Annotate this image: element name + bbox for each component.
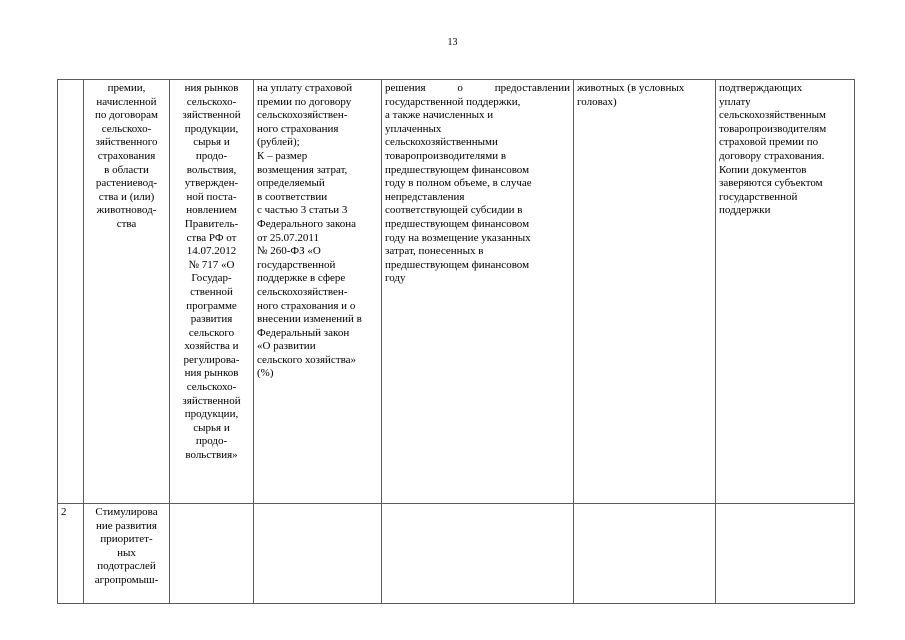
text-line: уплаченных	[385, 122, 442, 135]
text-line: товаропроизводителям	[719, 122, 827, 135]
text-line: сырья и	[193, 136, 230, 149]
text-line: предшествующем финансовом	[385, 258, 530, 271]
text-line: от 25.07.2011	[257, 231, 320, 244]
text-line: ние развития	[96, 519, 157, 532]
text-line: К – размер	[257, 149, 308, 162]
text-line: Федерального закона	[257, 217, 357, 230]
text-line: зяйственной	[182, 109, 241, 122]
cell-lines	[173, 82, 250, 463]
formula-cell	[254, 504, 382, 604]
text-line: продо-	[195, 435, 228, 448]
text-line: сельскохозяйствен-	[257, 109, 348, 122]
text-line: соответствующей субсидии в	[385, 204, 523, 217]
text-line: ния рынков	[184, 82, 239, 94]
text-line: начисленной	[96, 95, 157, 108]
text-line: продо-	[195, 149, 228, 162]
row-number-cell: 2	[58, 504, 84, 604]
text-line: растениевод-	[95, 177, 158, 190]
text-line: в соответствии	[257, 190, 328, 203]
text-line: ства	[116, 217, 137, 230]
page-number: 13	[447, 37, 458, 48]
text-line: премии,	[107, 82, 146, 94]
text-line: поддержке в сфере	[257, 272, 346, 285]
text-line: новлением	[186, 204, 237, 217]
text-line: а также начисленных и	[385, 109, 494, 122]
text-line: развития	[190, 313, 233, 326]
text-line: страховой премии по	[719, 136, 819, 149]
text-line: государственной поддержки,	[385, 95, 521, 108]
text-line: ственной	[190, 285, 233, 298]
measure-name-cell	[84, 504, 170, 604]
text-line: году на возмещение указанных	[385, 231, 531, 244]
text-line: хозяйства и	[184, 340, 239, 353]
text-line: Государ-	[191, 272, 232, 285]
text-line: (рублей);	[257, 136, 300, 149]
text-line: зяйственного	[95, 136, 158, 149]
text-line: приоритет-	[100, 533, 153, 546]
table-row	[58, 80, 855, 504]
text-line: государственной	[719, 190, 798, 203]
text-line: договору страхования.	[719, 149, 825, 162]
document-table	[57, 79, 855, 604]
text-line: головах)	[577, 95, 617, 108]
text-line: программе	[186, 299, 237, 312]
text-line: 14.07.2012	[186, 245, 237, 258]
text-line: вольствия»	[185, 449, 238, 462]
text-line: сельскохозяйственными	[385, 136, 498, 149]
text-line: непредставления	[385, 190, 465, 203]
text-line: ния рынков	[184, 367, 239, 380]
text-line: сельского хозяйства»	[257, 353, 357, 366]
cell-lines	[385, 96, 570, 286]
table-row	[58, 504, 855, 604]
indicator-cell	[574, 504, 716, 604]
text-line: животных (в условных	[577, 82, 685, 94]
text-line: зяйственной	[182, 394, 241, 407]
text-line: (%)	[257, 367, 274, 380]
text-line: ства и (или)	[98, 190, 155, 203]
text-line: внесении изменений в	[257, 313, 362, 326]
cell-lines	[577, 82, 712, 109]
text-line: утвержден-	[184, 177, 239, 190]
text-line: возмещения затрат,	[257, 163, 348, 176]
text-line: сельскохо-	[101, 122, 152, 135]
text-line: премии по договору	[257, 95, 352, 108]
text-line: № 717 «О	[188, 258, 235, 271]
conditions-cell	[382, 80, 574, 504]
text-line: уплату	[719, 95, 751, 108]
text-line: продукции,	[184, 408, 239, 421]
cell-lines	[87, 82, 166, 232]
text-line: ного страхования и о	[257, 299, 356, 312]
text-line: в области	[104, 163, 149, 176]
text-line: агропромыш-	[94, 573, 159, 586]
text-line: по договорам	[95, 109, 158, 122]
text-line: затрат, понесенных в	[385, 245, 484, 258]
text-line: регулирова-	[183, 353, 240, 366]
text-line: ной поста-	[186, 190, 237, 203]
text-line: с частью 3 статьи 3	[257, 204, 348, 217]
text-line: продукции,	[184, 122, 239, 135]
program-cell	[170, 80, 254, 504]
text-line: № 260-ФЗ «О	[257, 245, 321, 258]
text-line: году в полном объеме, в случае	[385, 177, 532, 190]
text-line: Копии документов	[719, 163, 807, 176]
text-line: предшествующем финансовом	[385, 163, 530, 176]
justified-line: решения о предоставлении	[385, 82, 570, 94]
measure-name-cell	[84, 80, 170, 504]
text-line: Федеральный закон	[257, 326, 350, 339]
text-line: определяемый	[257, 177, 325, 190]
text-line: ства РФ от	[186, 231, 237, 244]
text-line: «О развитии	[257, 340, 316, 353]
text-line: государственной	[257, 258, 336, 271]
program-cell	[170, 504, 254, 604]
text-line: страхования	[97, 149, 156, 162]
text-line: предшествующем финансовом	[385, 217, 530, 230]
text-line: подотраслей	[97, 560, 156, 573]
conditions-cell	[382, 504, 574, 604]
text-line: заверяются субъектом	[719, 177, 823, 190]
text-line: вольствия,	[186, 163, 237, 176]
indicator-cell	[574, 80, 716, 504]
text-line: на уплату страховой	[257, 82, 353, 94]
text-line: животновод-	[96, 204, 157, 217]
text-line: подтверждающих	[719, 82, 803, 94]
text-line: Правитель-	[184, 217, 239, 230]
cell-lines	[87, 506, 166, 588]
text-line: сельского	[188, 326, 235, 339]
text-line: ных	[117, 546, 136, 559]
cell-lines	[257, 82, 378, 381]
formula-cell	[254, 80, 382, 504]
documents-cell	[716, 504, 855, 604]
text-line: сельскохозяйствен-	[257, 285, 348, 298]
text-line: сельскохо-	[186, 95, 237, 108]
documents-cell	[716, 80, 855, 504]
text-line: товаропроизводителями в	[385, 149, 507, 162]
text-line: ного страхования	[257, 122, 339, 135]
text-line: сырья и	[193, 421, 230, 434]
cell-lines	[719, 82, 851, 218]
text-line: поддержки	[719, 204, 771, 217]
text-line: сельскохозяйственным	[719, 109, 826, 122]
row-number-cell	[58, 80, 84, 504]
text-line: Стимулирова	[95, 506, 158, 518]
text-line: сельскохо-	[186, 381, 237, 394]
text-line: году	[385, 272, 406, 285]
